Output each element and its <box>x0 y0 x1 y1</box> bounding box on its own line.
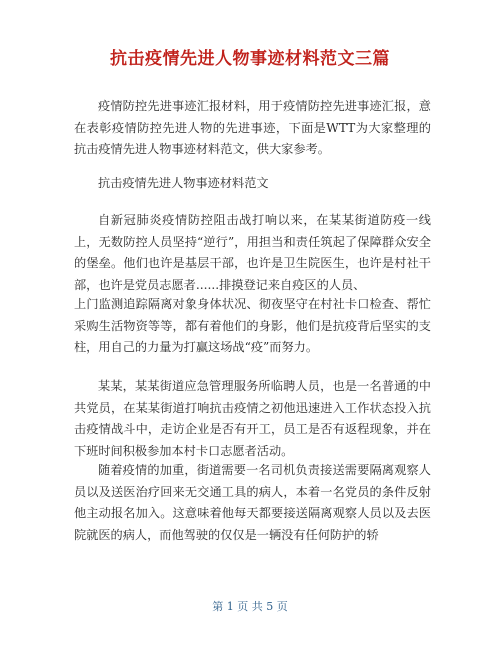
paragraph-text: 疫情防控先进事迹汇报材料，用于疫情防控先进事迹汇报，意在表彰疫情防控先进人物的先进事迹，下面是WTT为大家整理的抗击疫情先进人物事迹材料范文，供大家参考。 <box>74 99 431 156</box>
document-title: 抗击疫情先进人物事迹材料范文三篇 <box>110 49 390 69</box>
paragraph-5 <box>74 460 431 546</box>
paragraph-text: 自新冠肺炎疫情防控阻击战打响以来，在某某街道防疫一线上，无数防控人员坚持“逆行”，用担当和责任筑起了保障群众安全的堡垒。他们也许是基层干部，也许是卫生院医生，也许是村社干部，也许是党员志愿者......排摸登记来自疫区的人员、 <box>74 213 431 292</box>
paragraph-3 <box>74 294 431 359</box>
paragraph-2 <box>74 210 431 296</box>
paragraph-4 <box>74 376 431 462</box>
paragraph-text: 某某，某某街道应急管理服务所临聘人员，也是一名普通的中共党员，在某某街道打响抗击疫情之初他迅速进入工作状态投入抗击疫情战斗中，走访企业是否有开工，员工是否有返程现象，并在下班时间积极参加本村卡口志愿者活动。 <box>74 379 431 458</box>
paragraph-intro <box>74 96 431 161</box>
section-subheading: 抗击疫情先进人物事迹材料范文 <box>98 176 269 190</box>
page-footer: 第 1 页 共 5 页 <box>212 600 288 613</box>
paragraph-text: 随着疫情的加重，街道需要一名司机负责接送需要隔离观察人员以及送医治疗回来无交通工具的病人，本着一名党员的条件反射他主动报名加入。这意味着他每天都要接送隔离观察人员以及去医院就医的病人，而他驾驶的仅仅是一辆没有任何防护的轿 <box>74 463 431 542</box>
paragraph-text: 上门监测追踪隔离对象身体状况、彻夜坚守在村社卡口检查、帮忙采购生活物资等等，都有着他们的身影，他们是抗疫背后坚实的支柱，用自己的力量为打赢这场战“疫”而努力。 <box>74 297 431 354</box>
